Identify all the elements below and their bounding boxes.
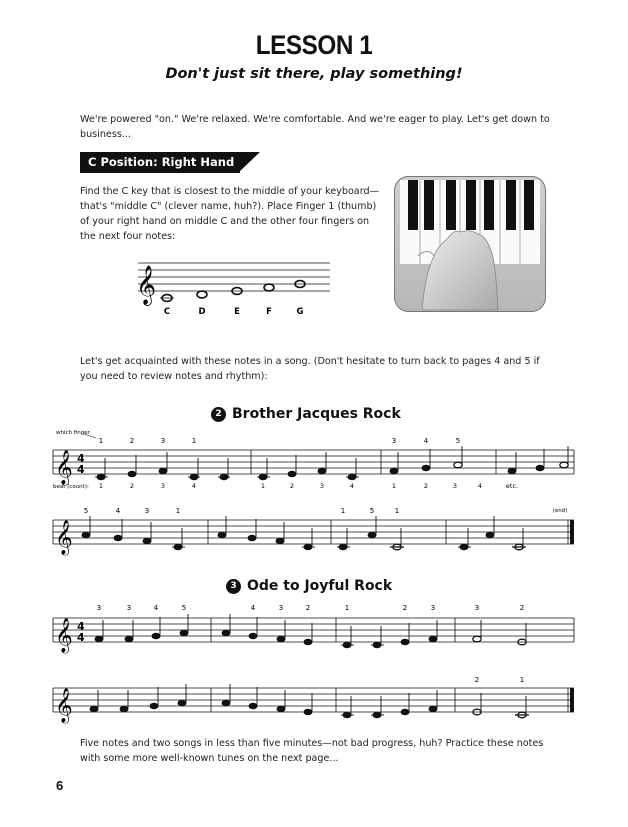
svg-text:1: 1: [98, 437, 104, 445]
song2-staff-row1: [50, 598, 580, 658]
svg-text:4: 4: [77, 631, 85, 644]
svg-text:1: 1: [394, 507, 400, 515]
acquaint-paragraph: Let's get acquainted with these notes in a song. (Don't hesitate to turn back to pages 4 and 5 if you need to review notes and rhythm):: [80, 356, 540, 382]
svg-text:2: 2: [474, 676, 480, 684]
lesson-title: LESSON 1: [255, 30, 373, 60]
treble-clef-icon: 𝄞: [55, 450, 73, 485]
song1-staff-row2: [50, 502, 580, 558]
note-name-f: F: [266, 307, 272, 317]
section-header-label: C Position: Right Hand: [88, 155, 235, 169]
lesson-subtitle: Don't just sit there, play something!: [165, 66, 463, 82]
svg-text:3: 3: [160, 437, 166, 445]
svg-text:4: 4: [115, 507, 121, 515]
svg-text:3: 3: [160, 482, 166, 490]
svg-text:2: 2: [289, 482, 295, 490]
svg-text:1: 1: [519, 676, 525, 684]
svg-text:3: 3: [96, 604, 102, 612]
note-name-d: D: [198, 307, 206, 317]
svg-text:3: 3: [126, 604, 132, 612]
song1-title: Brother Jacques Rock: [232, 406, 401, 422]
note-name-c: C: [163, 307, 171, 317]
treble-clef-icon: 𝄞: [55, 688, 73, 723]
song2-staff-row2: [50, 670, 580, 728]
svg-text:2: 2: [402, 604, 408, 612]
svg-text:1: 1: [344, 604, 350, 612]
svg-text:etc.: etc.: [505, 482, 519, 490]
svg-text:4: 4: [349, 482, 355, 490]
piano-hand-photo: [394, 176, 546, 312]
page-number: 6: [56, 778, 64, 793]
svg-text:4: 4: [477, 482, 483, 490]
cd-track-icon: 3: [226, 579, 241, 594]
note-f: [264, 284, 274, 291]
svg-text:2: 2: [129, 437, 135, 445]
svg-text:4: 4: [423, 437, 429, 445]
note-name-e: E: [234, 307, 240, 317]
song2-title: Ode to Joyful Rock: [247, 578, 393, 594]
svg-text:2: 2: [129, 482, 135, 490]
svg-text:4: 4: [77, 620, 85, 633]
end-label: (end): [552, 508, 568, 514]
svg-text:1: 1: [98, 482, 104, 490]
svg-text:1: 1: [175, 507, 181, 515]
song2-heading: [226, 578, 392, 594]
svg-text:4: 4: [191, 482, 197, 490]
svg-text:3: 3: [319, 482, 325, 490]
treble-clef-icon: 𝄞: [55, 520, 73, 555]
svg-text:1: 1: [260, 482, 266, 490]
svg-text:4: 4: [77, 463, 85, 476]
svg-text:3: 3: [452, 482, 458, 490]
closing-paragraph: Five notes and two songs in less than five minutes—not bad progress, huh? Practice these notes with some more well-known tunes on the next page...: [80, 738, 544, 764]
song1-staff-row1: [50, 426, 580, 492]
note-d: [197, 291, 207, 298]
beat-count-label: beat (count):: [53, 484, 89, 490]
svg-text:3: 3: [278, 604, 284, 612]
svg-text:1: 1: [191, 437, 197, 445]
svg-text:3: 3: [430, 604, 436, 612]
svg-text:5: 5: [455, 437, 461, 445]
note-name-g: G: [296, 307, 304, 317]
svg-text:4: 4: [153, 604, 159, 612]
svg-text:3: 3: [144, 507, 150, 515]
find-c-paragraph: Find the C key that is closest to the middle of your keyboard—that's "middle C" (clever name, huh?). Place Finger 1 (thumb) of your right hand on middle C and the other four fingers on the next four notes:: [80, 186, 380, 242]
c-position-staff: [130, 258, 340, 320]
svg-text:5: 5: [83, 507, 89, 515]
svg-text:5: 5: [369, 507, 375, 515]
svg-text:4: 4: [250, 604, 256, 612]
treble-clef-icon: 𝄞: [55, 618, 73, 653]
which-finger-label: which finger: [56, 430, 90, 436]
svg-text:3: 3: [391, 437, 397, 445]
cd-track-icon: 2: [211, 407, 226, 422]
intro-paragraph: We're powered "on." We're relaxed. We're comfortable. And we're eager to play. Let's get down to business...: [80, 114, 550, 140]
svg-text:5: 5: [181, 604, 187, 612]
svg-text:1: 1: [340, 507, 346, 515]
svg-text:2: 2: [305, 604, 311, 612]
section-header: [80, 152, 260, 173]
song1-heading: [211, 406, 401, 422]
svg-text:2: 2: [519, 604, 525, 612]
svg-text:3: 3: [474, 604, 480, 612]
svg-text:2: 2: [423, 482, 429, 490]
treble-clef-icon: 𝄞: [136, 265, 157, 305]
svg-text:4: 4: [77, 452, 85, 465]
svg-text:1: 1: [391, 482, 397, 490]
